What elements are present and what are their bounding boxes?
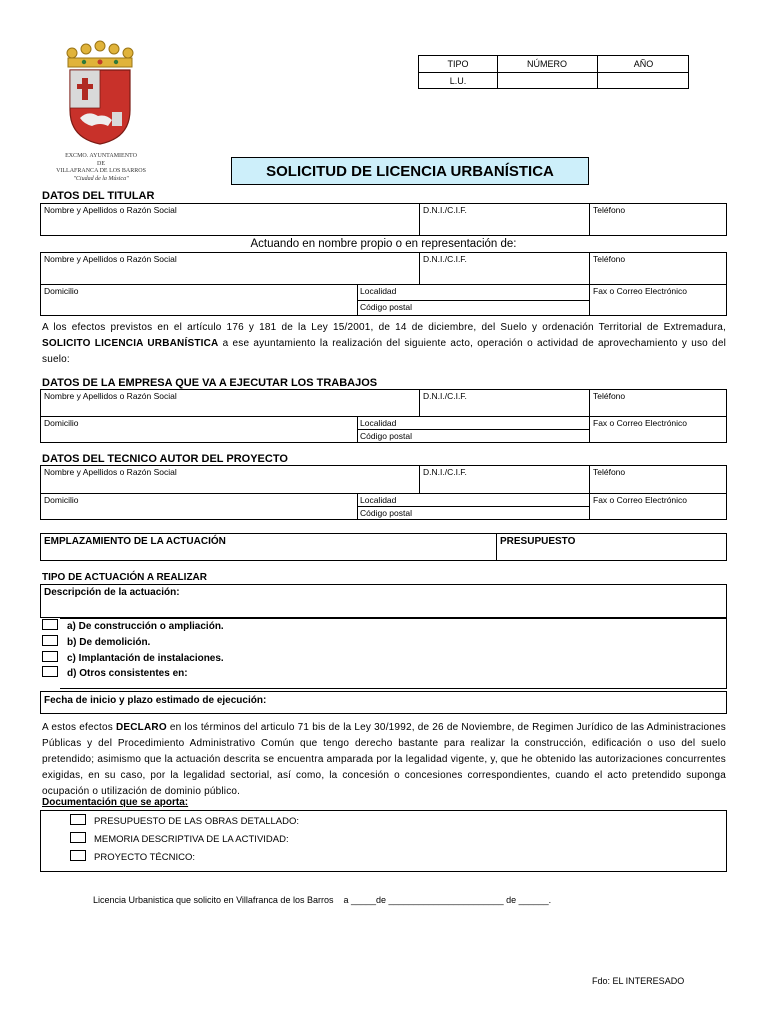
option-demolicion-label: b) De demolición. — [67, 637, 151, 648]
option-instalaciones-checkbox[interactable] — [42, 651, 58, 662]
numero-header: NÚMERO — [527, 59, 567, 69]
rep-address-field[interactable] — [42, 297, 356, 315]
place-date-line: Licencia Urbanistica que solicito en Villafranca de los Barros a _____de _______________________ de ______. — [93, 895, 552, 905]
numero-field[interactable] — [498, 73, 596, 89]
titular-phone-label: Teléfono — [593, 205, 626, 215]
declaro-paragraph: A estos efectos DECLARO en los términos del articulo 71 bis de la Ley 30/1992, de 26 de Noviembre, de Regimen Jurídico de las Administraciones Públicas y del Procedimiento Administrativo Común que tengo derecho bastante para realizar la construcción, edificación o uso del suelo pretendido; asimismo que la actuación descrita se encuentra amparada por la legalidad vigente, y, que he obtenido las autorizaciones concurrentes exigidas, en su caso, por la legalidad sectorial, así como, la concesión o concesiones correspondientes, cuando el acto pretendido suponga ocupación o utilización de dominio público. — [42, 722, 726, 797]
option-construccion-checkbox[interactable] — [42, 619, 58, 630]
tecnico-heading: DATOS DEL TECNICO AUTOR DEL PROYECTO — [42, 453, 288, 465]
doc-presupuesto-checkbox[interactable] — [70, 814, 86, 825]
doc-memoria-label: MEMORIA DESCRIPTIVA DE LA ACTIVIDAD: — [94, 834, 289, 845]
rep-name-label: Nombre y Apellidos o Razón Social — [44, 254, 177, 264]
fecha-label: Fecha de inicio y plazo estimado de ejecución: — [44, 695, 267, 706]
representation-heading: Actuando en nombre propio o en representación de: — [250, 238, 517, 250]
rep-dni-label: D.N.I./C.I.F. — [423, 254, 467, 264]
documentacion-heading: Documentación que se aporta: — [42, 797, 189, 808]
tecnico-name-label: Nombre y Apellidos o Razón Social — [44, 467, 177, 477]
anio-header: AÑO — [633, 59, 654, 69]
tipo-value: L.U. — [449, 76, 467, 86]
tecnico-postal-label: Código postal — [360, 508, 412, 518]
rep-name-field[interactable] — [42, 265, 418, 283]
tecnico-table — [40, 465, 727, 520]
tecnico-phone-label: Teléfono — [593, 467, 626, 477]
tecnico-fax-label: Fax o Correo Electrónico — [593, 495, 688, 505]
tecnico-dni-label: D.N.I./C.I.F. — [423, 467, 467, 477]
actuacion-options-box — [60, 618, 727, 689]
tecnico-address-label: Domicilio — [44, 495, 79, 505]
signature-label: Fdo: EL INTERESADO — [592, 976, 685, 986]
titular-heading: DATOS DEL TITULAR — [42, 190, 155, 202]
empresa-address-label: Domicilio — [44, 418, 79, 428]
empresa-fax-label: Fax o Correo Electrónico — [593, 418, 688, 428]
emplazamiento-field[interactable] — [42, 548, 495, 560]
empresa-postal-label: Código postal — [360, 431, 412, 441]
actuacion-heading: TIPO DE ACTUACIÓN A REALIZAR — [42, 572, 207, 583]
titular-dni-field[interactable] — [421, 216, 587, 235]
solicito-paragraph: A los efectos previstos en el artículo 176 y 181 de la Ley 15/2001, de 14 de diciembre, del Suelo y ordenación Territorial de Extremadura, SOLICITO LICENCIA URBANÍSTICA a ese ayuntamiento la realización del siguiente acto, operación o actividad de aprovechamiento y uso del suelo: — [42, 322, 726, 365]
form-title: SOLICITUD DE LICENCIA URBANÍSTICA — [266, 163, 554, 180]
presupuesto-field[interactable] — [498, 548, 726, 560]
municipality-crest-text: EXCMO. AYUNTAMIENTO DE VILLAFRANCA DE LOS BARROS "Ciudad de la Música" — [56, 153, 146, 182]
documentacion-box — [40, 810, 727, 872]
coat-of-arms-icon — [58, 40, 142, 148]
doc-presupuesto-label: PRESUPUESTO DE LAS OBRAS DETALLADO: — [94, 816, 300, 827]
rep-postal-label: Código postal — [360, 302, 412, 312]
empresa-dni-label: D.N.I./C.I.F. — [423, 391, 467, 401]
option-otros-checkbox[interactable] — [42, 666, 58, 677]
form-title-box — [231, 157, 589, 185]
codes-table — [418, 55, 689, 89]
doc-proyecto-label: PROYECTO TÉCNICO: — [94, 852, 195, 863]
tecnico-locality-label: Localidad — [360, 495, 397, 505]
empresa-name-label: Nombre y Apellidos o Razón Social — [44, 391, 177, 401]
option-otros-label: d) Otros consistentes en: — [67, 668, 188, 679]
empresa-heading: DATOS DE LA EMPRESA QUE VA A EJECUTAR LOS TRABAJOS — [42, 377, 378, 389]
empresa-table — [40, 389, 727, 443]
fecha-box[interactable] — [40, 691, 727, 714]
empresa-locality-label: Localidad — [360, 418, 397, 428]
actuacion-description-box[interactable] — [40, 584, 727, 618]
titular-phone-field[interactable] — [591, 216, 726, 235]
rep-phone-label: Teléfono — [593, 254, 626, 264]
option-instalaciones-label: c) Implantación de instalaciones. — [67, 653, 224, 664]
titular-name-field[interactable] — [42, 216, 418, 235]
presupuesto-label: PRESUPUESTO — [500, 536, 576, 547]
emplazamiento-table — [40, 533, 727, 561]
tipo-header: TIPO — [447, 59, 469, 69]
rep-locality-label: Localidad — [360, 286, 397, 296]
doc-proyecto-checkbox[interactable] — [70, 850, 86, 861]
rep-fax-label: Fax o Correo Electrónico — [593, 286, 688, 296]
doc-memoria-checkbox[interactable] — [70, 832, 86, 843]
representation-table — [40, 252, 727, 316]
titular-table — [40, 203, 727, 236]
option-construccion-label: a) De construcción o ampliación. — [67, 621, 224, 632]
titular-name-label: Nombre y Apellidos o Razón Social — [44, 205, 177, 215]
rep-address-label: Domicilio — [44, 286, 79, 296]
anio-field[interactable] — [598, 73, 689, 89]
emplazamiento-label: EMPLAZAMIENTO DE LA ACTUACIÓN — [44, 536, 226, 547]
option-demolicion-checkbox[interactable] — [42, 635, 58, 646]
actuacion-description-label: Descripción de la actuación: — [44, 587, 180, 598]
titular-dni-label: D.N.I./C.I.F. — [423, 205, 467, 215]
empresa-phone-label: Teléfono — [593, 391, 626, 401]
